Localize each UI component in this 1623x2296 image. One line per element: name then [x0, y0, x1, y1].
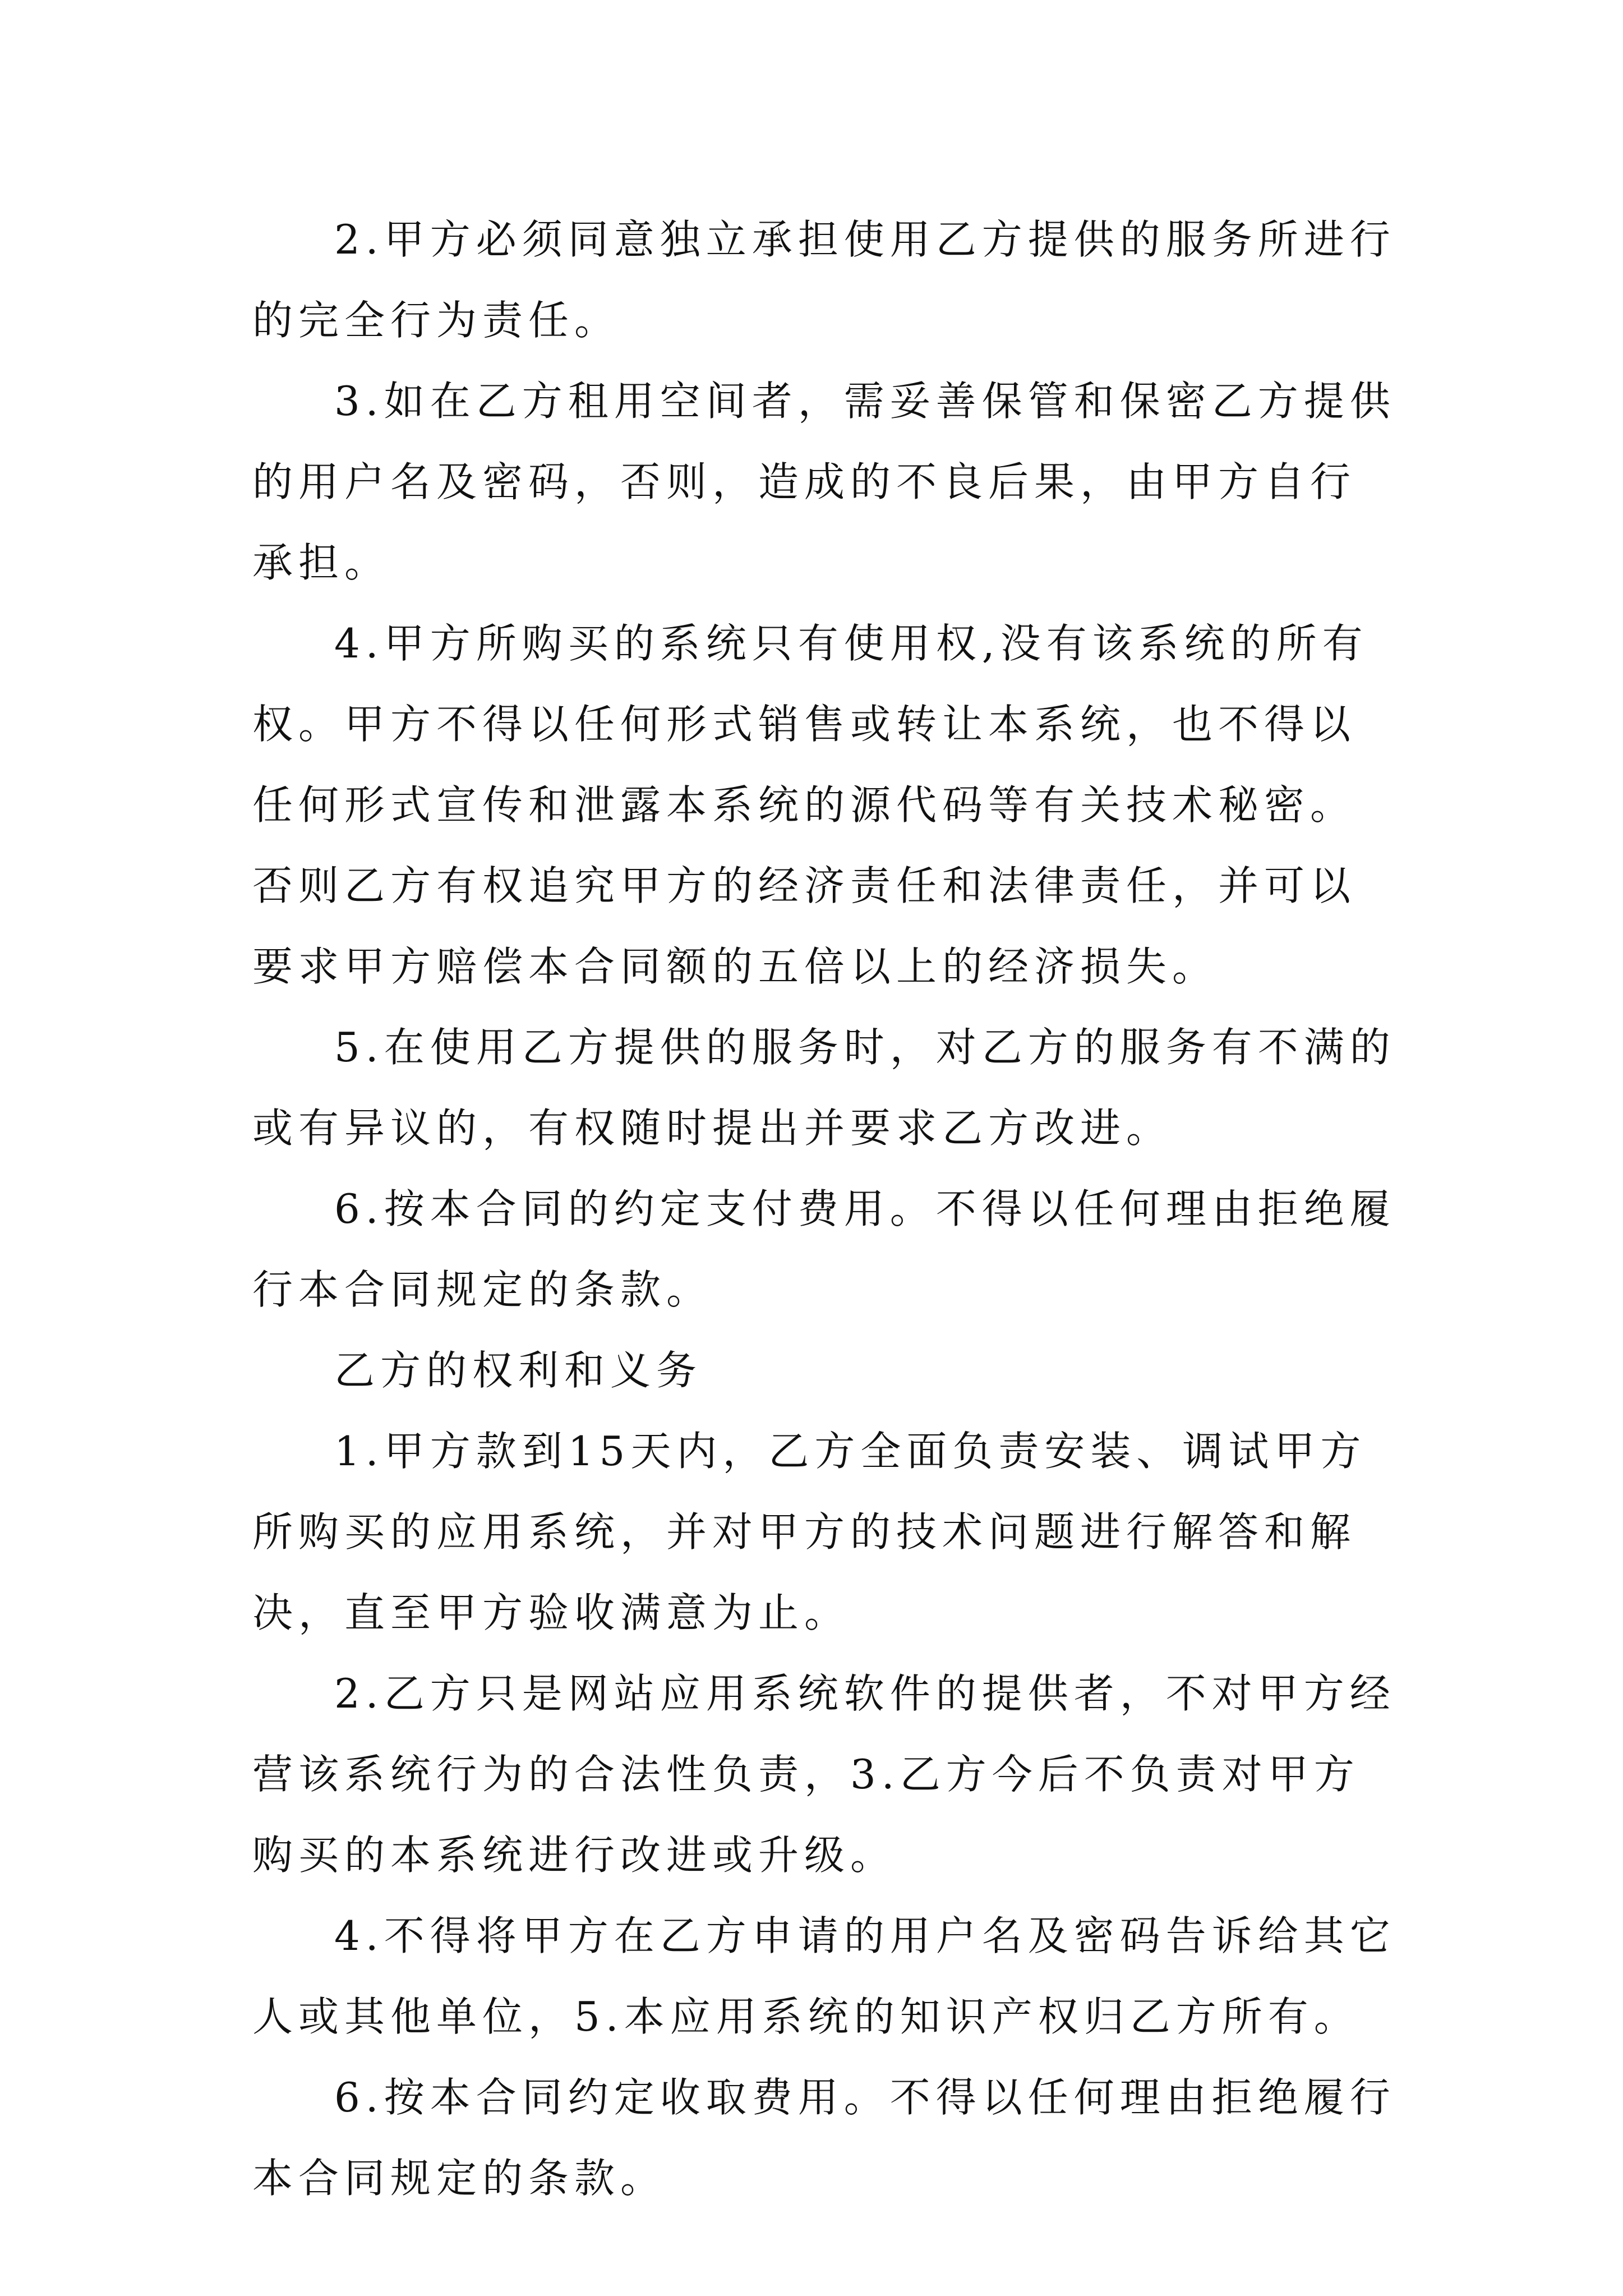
paragraph-party-b-2: 2.乙方只是网站应用系统软件的提供者，不对甲方经营该系统行为的合法性负责，3.乙方今后不负责对甲方购买的本系统进行改进或升级。 [252, 1670, 1396, 1879]
paragraph-party-a-2: 2.甲方必须同意独立承担使用乙方提供的服务所进行的完全行为责任。 [252, 216, 1396, 344]
paragraph-party-b-4: 4.不得将甲方在乙方申请的用户名及密码告诉给其它人或其他单位，5.本应用系统的知识产权归乙方所有。 [252, 1912, 1396, 2040]
paragraph-party-b-6: 6.按本合同约定收取费用。不得以任何理由拒绝履行本合同规定的条款。 [252, 2074, 1396, 2202]
section-heading-party-b: 乙方的权利和义务 [334, 1347, 703, 1394]
paragraph-party-b-1: 1.甲方款到15天内，乙方全面负责安装、调试甲方所购买的应用系统，并对甲方的技术问题进行解答和解决，直至甲方验收满意为止。 [252, 1428, 1367, 1636]
paragraph-party-a-6: 6.按本合同的约定支付费用。不得以任何理由拒绝履行本合同规定的条款。 [252, 1185, 1396, 1313]
paragraph-party-a-3: 3.如在乙方租用空间者，需妥善保管和保密乙方提供的用户名及密码，否则，造成的不良后果，由甲方自行承担。 [252, 378, 1396, 586]
paragraph-party-a-4: 4.甲方所购买的系统只有使用权,没有该系统的所有权。甲方不得以任何形式销售或转让本系统，也不得以任何形式宣传和泄露本系统的源代码等有关技术秘密。否则乙方有权追究甲方的经济责任和法律责任，并可以要求甲方赔偿本合同额的五倍以上的经济损失。 [252, 620, 1368, 990]
document-body [252, 199, 1396, 2219]
paragraph-party-a-5: 5.在使用乙方提供的服务时，对乙方的服务有不满的或有异议的，有权随时提出并要求乙方改进。 [252, 1024, 1396, 1152]
